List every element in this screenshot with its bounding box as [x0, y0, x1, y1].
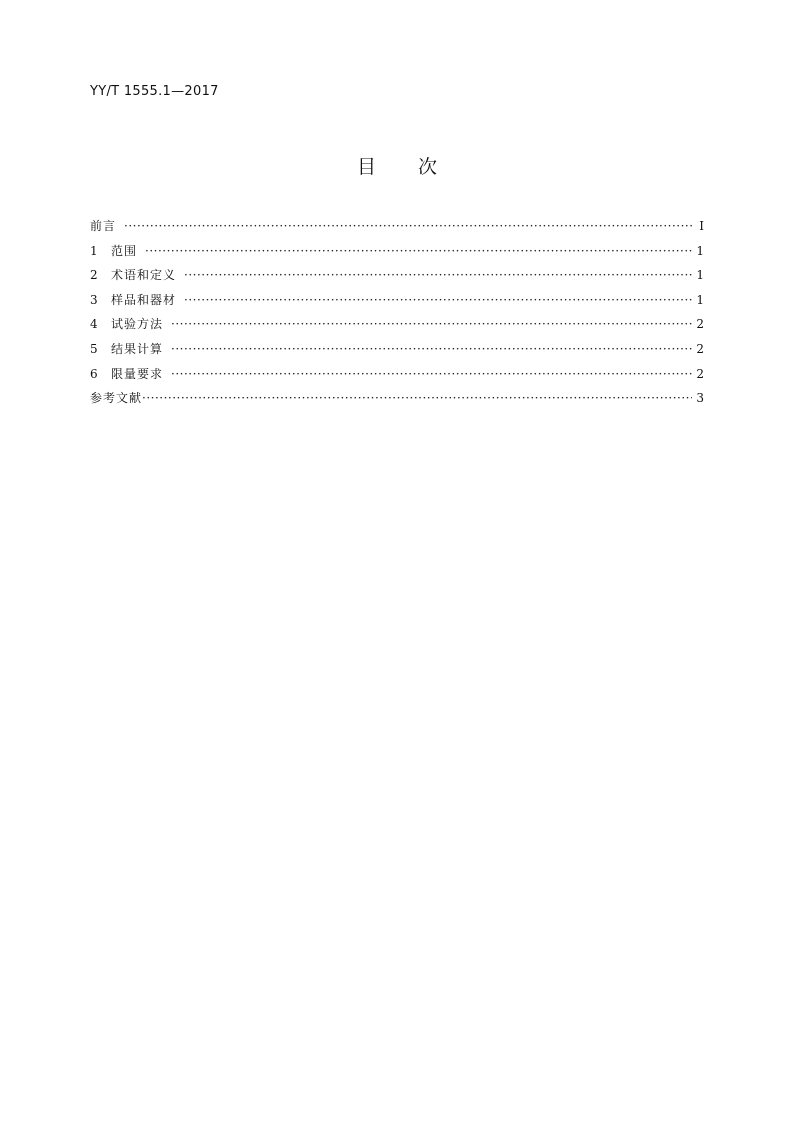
toc-leader-dots: [184, 268, 692, 282]
toc-leader-dots: [124, 219, 692, 233]
toc-entry-page: 1: [696, 292, 704, 307]
document-code: YY/T 1555.1—2017: [90, 84, 219, 99]
toc-entry-5[interactable]: [90, 340, 704, 365]
toc-entry-label: 参考文献: [90, 391, 143, 406]
toc-entry-page: Ⅰ: [699, 219, 704, 233]
toc-entry-page: 1: [696, 243, 704, 258]
toc-entry-label: 术语和定义: [111, 268, 177, 283]
toc-title: [0, 152, 794, 179]
toc-entry-number: 1: [90, 243, 98, 258]
toc-entry-3[interactable]: [90, 291, 704, 316]
toc-entry-label: 范围: [111, 243, 138, 258]
toc-entry-label: 限量要求: [111, 366, 164, 381]
toc-entry-number: 6: [90, 366, 98, 381]
toc-title-char-2: 次: [418, 156, 438, 178]
toc-title-char-1: 目: [356, 156, 376, 178]
toc-entry-page: 3: [696, 391, 704, 406]
toc-entry-bibliography[interactable]: [90, 389, 704, 414]
toc-entry-4[interactable]: [90, 315, 704, 340]
toc-entry-page: 2: [696, 366, 704, 381]
toc-entry-number: 4: [90, 317, 98, 332]
toc-entry-label: 前言: [90, 219, 117, 233]
toc-leader-dots: [145, 244, 692, 258]
toc-entry-page: 1: [696, 268, 704, 283]
toc-entry-page: 2: [696, 317, 704, 332]
toc-entry-number: 3: [90, 292, 98, 307]
toc-leader-dots: [171, 367, 692, 381]
toc-entry-6[interactable]: [90, 365, 704, 390]
toc-entry-label: 试验方法: [111, 317, 164, 332]
toc-entry-1[interactable]: [90, 242, 704, 267]
toc-leader-dots: [142, 391, 692, 405]
toc-leader-dots: [171, 342, 692, 356]
toc-entry-2[interactable]: [90, 266, 704, 291]
toc-entry-foreword[interactable]: [90, 217, 704, 242]
toc-leader-dots: [184, 293, 692, 307]
table-of-contents: [90, 217, 704, 414]
toc-entry-number: 2: [90, 268, 98, 283]
toc-leader-dots: [171, 317, 692, 331]
toc-entry-number: 5: [90, 341, 98, 356]
toc-entry-label: 结果计算: [111, 341, 164, 356]
toc-entry-page: 2: [696, 341, 704, 356]
toc-entry-label: 样品和器材: [111, 292, 177, 307]
